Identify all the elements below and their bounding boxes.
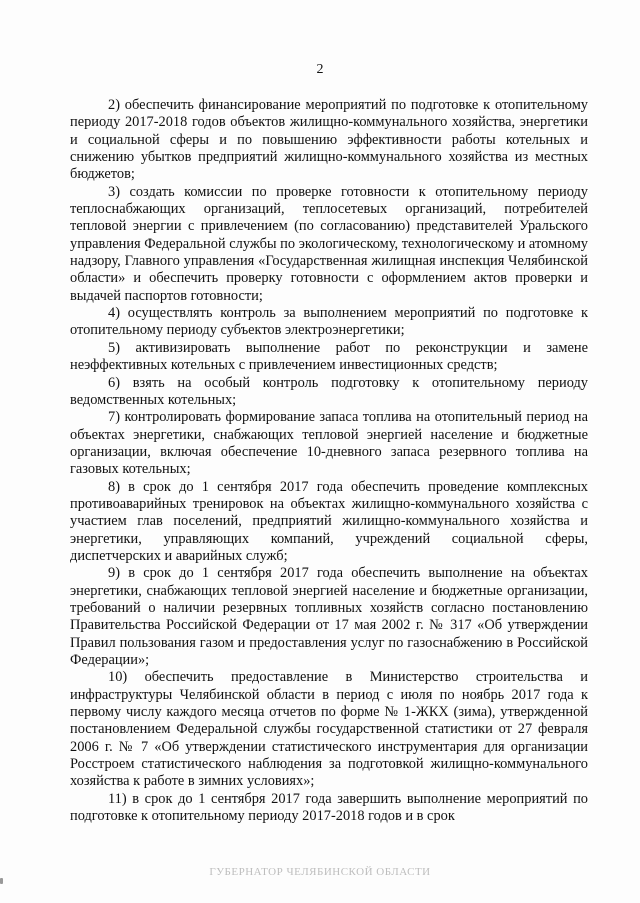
paragraph-item-10: 10) обеспечить предоставление в Министерство строительства и инфраструктуры Челябинской области в период с июля по ноябрь 2017 года к первому числу каждого месяца отчетов по форме № 1-ЖКХ (зима), утвержденной постановлением Федеральной службы государственной статистики от 27 февраля 2006 г. № 7 «Об утверждении статистического инструментария для организации Росстроем статистического наблюдения за подготовкой жилищно-коммунального хозяйства к работе в зимних условиях»; — [70, 669, 588, 790]
paragraph-item-7: 7) контролировать формирование запаса топлива на отопительный период на объектах энергетики, снабжающих тепловой энергией население и бюджетные организации, включая обеспечение 10-дневного запаса резервного топлива на газовых котельных; — [70, 409, 588, 478]
paragraph-item-4: 4) осуществлять контроль за выполнением мероприятий по подготовке к отопительному периоду субъектов электроэнергетики; — [70, 305, 588, 339]
footer-watermark: ГУБЕРНАТОР ЧЕЛЯБИНСКОЙ ОБЛАСТИ — [209, 866, 431, 878]
page-number: 2 — [316, 62, 324, 77]
paragraph-item-5: 5) активизировать выполнение работ по реконструкции и замене неэффективных котельных с привлечением инвестиционных средств; — [70, 339, 588, 374]
paragraph-item-9: 9) в срок до 1 сентября 2017 года обеспечить выполнение на объектах энергетики, снабжающих тепловой энергией население и бюджетные организации, требований о наличии резервных топливных хозяйств согласно постановлению Правительства Российской Федерации от 17 мая 2002 г. № 317 «Об утверждении Правил пользования газом и предоставления услуг по газоснабжению в Российской Федерации»; — [70, 565, 588, 668]
scan-artifact-dot — [0, 878, 3, 884]
paragraph-item-6: 6) взять на особый контроль подготовку к отопительному периоду ведомственных котельных; — [70, 374, 588, 408]
paragraph-item-8: 8) в срок до 1 сентября 2017 года обеспечить проведение комплексных противоаварийных тренировок на объектах жилищно-коммунального хозяйства с участием глав поселений, предприятий жилищно-коммунального хозяйства и энергетики, управляющих компаний, учреждений социальной сферы, диспетчерских и аварийных служб; — [70, 478, 588, 564]
paragraph-item-11: 11) в срок до 1 сентября 2017 года завершить выполнение мероприятий по подготовке к отопительному периоду 2017-2018 годов и в срок — [70, 790, 588, 825]
document-body — [70, 97, 588, 825]
paragraph-item-3: 3) создать комиссии по проверке готовности к отопительному периоду теплоснабжающих организаций, теплосетевых организаций, потребителей тепловой энергии с привлечением (по согласованию) представителей Уральского управления Федеральной службы по экологическому, технологическому и атомному надзору, Главного управления «Государственная жилищная инспекция Челябинской области» и обеспечить проверку готовности с оформлением актов проверки и выдачей паспортов готовности; — [70, 183, 588, 304]
paragraph-item-2: 2) обеспечить финансирование мероприятий по подготовке к отопительному периоду 2017-2018 годов объектов жилищно-коммунального хозяйства, энергетики и социальной сферы и по повышению эффективности работы котельных и снижению убытков предприятий жилищно-коммунального хозяйства из местных бюджетов; — [70, 97, 588, 183]
